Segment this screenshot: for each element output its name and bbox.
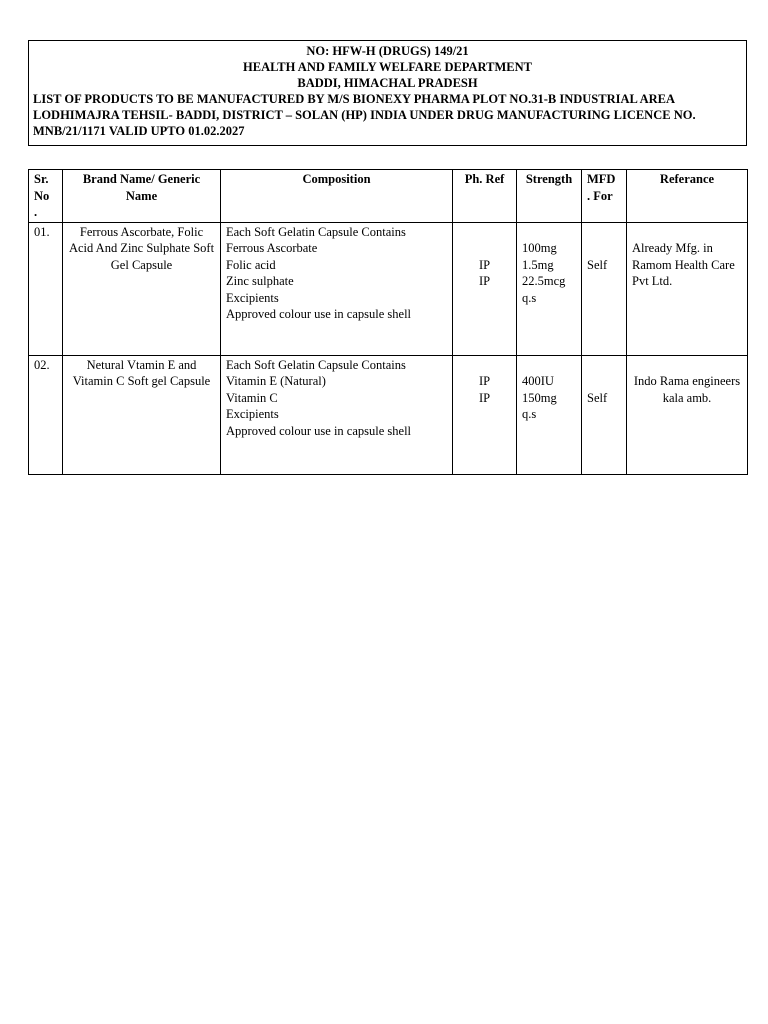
table-row [29, 222, 748, 355]
row-mfd-for: Self [582, 355, 627, 474]
row-strength: 100mg 1.5mg 22.5mcg q.s [517, 222, 582, 355]
row-brand-name: Ferrous Ascorbate, Folic Acid And Zinc Sulphate Soft Gel Capsule [63, 222, 221, 355]
row-strength: 400IU 150mg q.s [517, 355, 582, 474]
row-ph-ref: IP IP [453, 222, 517, 355]
header-ph-ref: Ph. Ref [453, 170, 517, 223]
department-name: HEALTH AND FAMILY WELFARE DEPARTMENT [243, 60, 532, 74]
products-table [28, 169, 748, 475]
header-strength: Strength [517, 170, 582, 223]
header-composition: Composition [221, 170, 453, 223]
row-reference: Indo Rama engineers kala amb. [627, 355, 748, 474]
row-mfd-for: Self [582, 222, 627, 355]
row-sr-no: 02. [29, 355, 63, 474]
document-header [28, 40, 747, 146]
header-reference: Referance [627, 170, 748, 223]
order-number: NO: HFW-H (DRUGS) 149/21 [306, 44, 469, 58]
department-location: BADDI, HIMACHAL PRADESH [297, 76, 478, 90]
header-description-line-1: LIST OF PRODUCTS TO BE MANUFACTURED BY M/S BIONEXY PHARMA PLOT NO.31-B INDUSTRIAL AREA [33, 92, 675, 106]
header-mfd-for: MFD . For [582, 170, 627, 223]
row-composition: Each Soft Gelatin Capsule Contains Ferrous Ascorbate Folic acid Zinc sulphate Excipients Approved colour use in capsule shell [221, 222, 453, 355]
table-header-row [29, 170, 748, 223]
row-reference: Already Mfg. in Ramom Health Care Pvt Ltd. [627, 222, 748, 355]
row-brand-name: Netural Vtamin E and Vitamin C Soft gel Capsule [63, 355, 221, 474]
table-row [29, 355, 748, 474]
header-sr-no: Sr. No . [29, 170, 63, 223]
header-brand-name: Brand Name/ Generic Name [63, 170, 221, 223]
header-description-line-3: MNB/21/1171 VALID UPTO 01.02.2027 [33, 124, 245, 138]
row-ph-ref: IP IP [453, 355, 517, 474]
row-composition: Each Soft Gelatin Capsule Contains Vitamin E (Natural) Vitamin C Excipients Approved colour use in capsule shell [221, 355, 453, 474]
row-sr-no: 01. [29, 222, 63, 355]
header-description-line-2: LODHIMAJRA TEHSIL- BADDI, DISTRICT – SOLAN (HP) INDIA UNDER DRUG MANUFACTURING LICENCE NO. [33, 108, 696, 122]
